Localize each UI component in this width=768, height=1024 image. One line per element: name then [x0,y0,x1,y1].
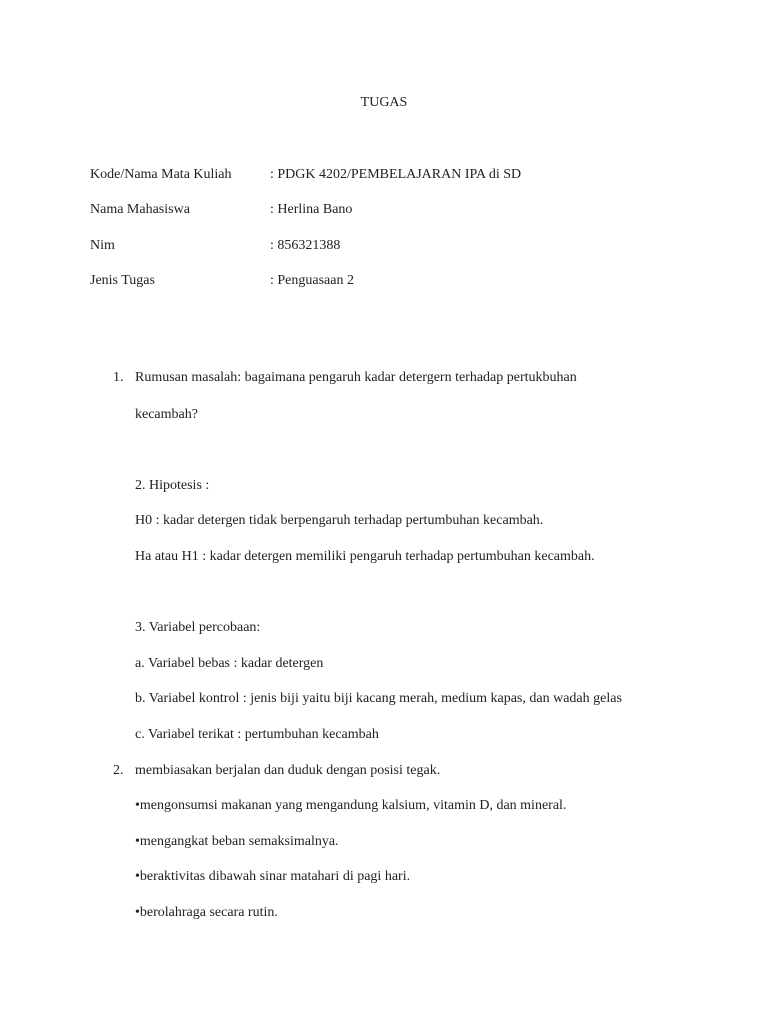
info-value-course: : PDGK 4202/PEMBELAJARAN IPA di SD [270,167,522,182]
answer-1-line-1: Rumusan masalah: bagaimana pengaruh kadar detergern terhadap pertukbuhan [135,370,577,385]
answer-1-line-2: kecambah? [135,407,198,422]
answer-2-bullet: •mengangkat beban semaksimalnya. [135,834,339,849]
variabel-terikat: c. Variabel terikat : pertumbuhan kecambah [135,727,379,742]
answer-1-number: 1. [113,370,124,385]
info-label-task: Jenis Tugas [90,273,155,288]
answer-2-bullet: •beraktivitas dibawah sinar matahari di pagi hari. [135,869,411,884]
info-value-nim: : 856321388 [270,238,341,253]
hipotesis-h0: H0 : kadar detergen tidak berpengaruh terhadap pertumbuhan kecambah. [135,513,544,528]
answer-2-number: 2. [113,763,124,778]
variabel-bebas: a. Variabel bebas : kadar detergen [135,656,324,671]
info-value-task: : Penguasaan 2 [270,273,354,288]
variabel-heading: 3. Variabel percobaan: [135,620,261,635]
hipotesis-heading: 2. Hipotesis : [135,478,210,493]
document-title: TUGAS [360,95,408,110]
info-label-name: Nama Mahasiswa [90,202,190,217]
variabel-kontrol: b. Variabel kontrol : jenis biji yaitu biji kacang merah, medium kapas, dan wadah gelas [135,691,622,706]
hipotesis-h1: Ha atau H1 : kadar detergen memiliki pengaruh terhadap pertumbuhan kecambah. [135,549,595,564]
info-value-name: : Herlina Bano [270,202,353,217]
answer-2-bullet: •berolahraga secara rutin. [135,905,278,920]
answer-2-bullet: •mengonsumsi makanan yang mengandung kalsium, vitamin D, dan mineral. [135,798,567,813]
info-label-course: Kode/Nama Mata Kuliah [90,167,232,182]
info-label-nim: Nim [90,238,115,253]
answer-2-line-1: membiasakan berjalan dan duduk dengan posisi tegak. [135,763,441,778]
